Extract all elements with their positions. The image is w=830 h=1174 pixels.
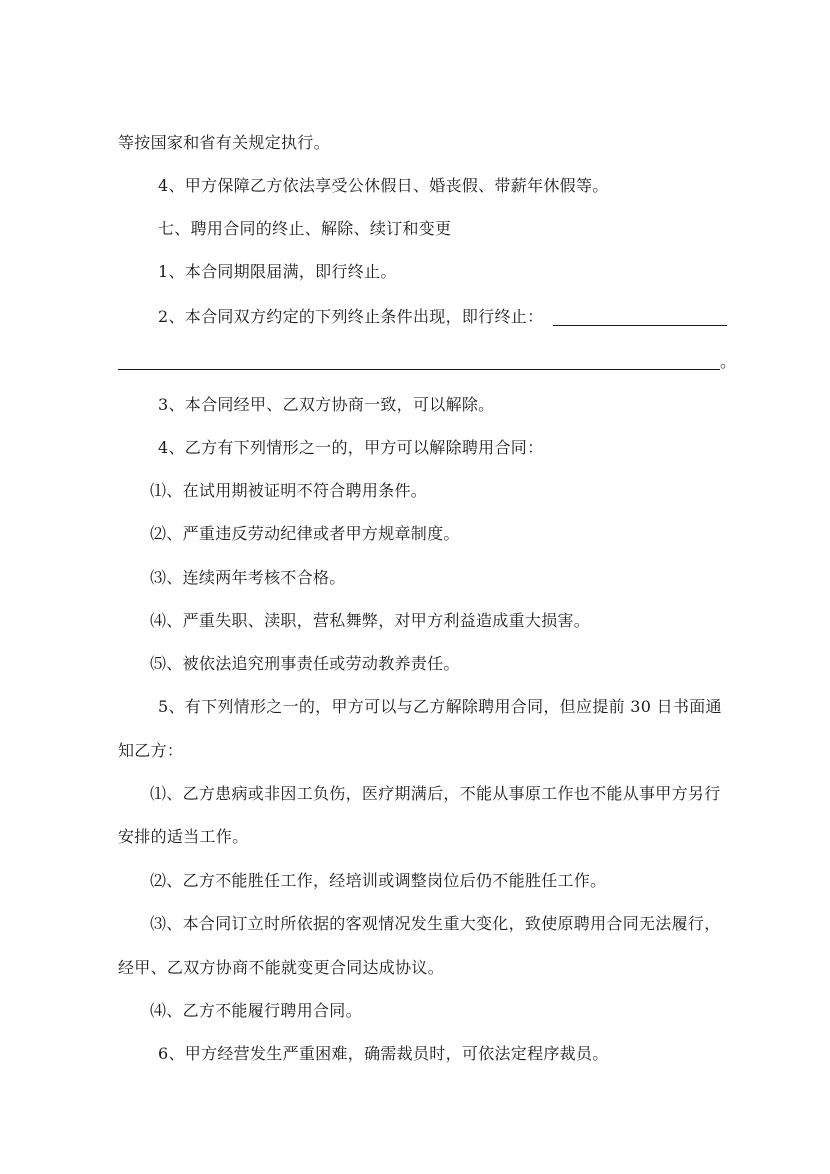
paragraph-line: 2、本合同双方约定的下列终止条件出现，即行终止：: [158, 307, 544, 326]
period-mark: 。: [720, 352, 737, 371]
paragraph-line: 七、聘用合同的终止、解除、续订和变更: [158, 219, 452, 238]
paragraph-line: ⑷、严重失职、渎职，营私舞弊，对甲方利益造成重大损害。: [150, 611, 591, 630]
paragraph-line: 5、有下列情形之一的，甲方可以与乙方解除聘用合同，但应提前 30 日书面通: [158, 697, 722, 716]
paragraph-line: ⑸、被依法追究刑事责任或劳动教养责任。: [150, 654, 460, 673]
paragraph-line: 4、甲方保障乙方依法享受公休假日、婚丧假、带薪年休假等。: [158, 176, 609, 195]
paragraph-line: ⑶、连续两年考核不合格。: [150, 568, 346, 587]
fill-in-blank: [118, 369, 720, 370]
paragraph-line: ⑴、在试用期被证明不符合聘用条件。: [150, 481, 428, 500]
paragraph-line: 安排的适当工作。: [118, 827, 249, 846]
paragraph-line: ⑴、乙方患病或非因工负伤，医疗期满后，不能从事原工作也不能从事甲方另行: [150, 784, 721, 803]
fill-in-blank: [553, 325, 727, 326]
paragraph-line: ⑵、乙方不能胜任工作，经培训或调整岗位后仍不能胜任工作。: [150, 871, 607, 890]
paragraph-line: 3、本合同经甲、乙双方协商一致，可以解除。: [158, 395, 495, 414]
paragraph-line: 1、本合同期限届满，即行终止。: [158, 262, 397, 281]
paragraph-line: 知乙方：: [118, 741, 184, 760]
paragraph-line: ⑷、乙方不能履行聘用合同。: [150, 1001, 362, 1020]
paragraph-line: ⑵、严重违反劳动纪律或者甲方规章制度。: [150, 524, 460, 543]
paragraph-line: 等按国家和省有关规定执行。: [118, 133, 330, 152]
paragraph-line: 6、甲方经营发生严重困难，确需裁员时，可依法定程序裁员。: [158, 1044, 609, 1063]
paragraph-line: ⑶、本合同订立时所依据的客观情况发生重大变化，致使原聘用合同无法履行，: [150, 914, 721, 933]
paragraph-line: 4、乙方有下列情形之一的，甲方可以解除聘用合同：: [158, 438, 544, 457]
paragraph-line: 经甲、乙双方协商不能就变更合同达成协议。: [118, 958, 445, 977]
